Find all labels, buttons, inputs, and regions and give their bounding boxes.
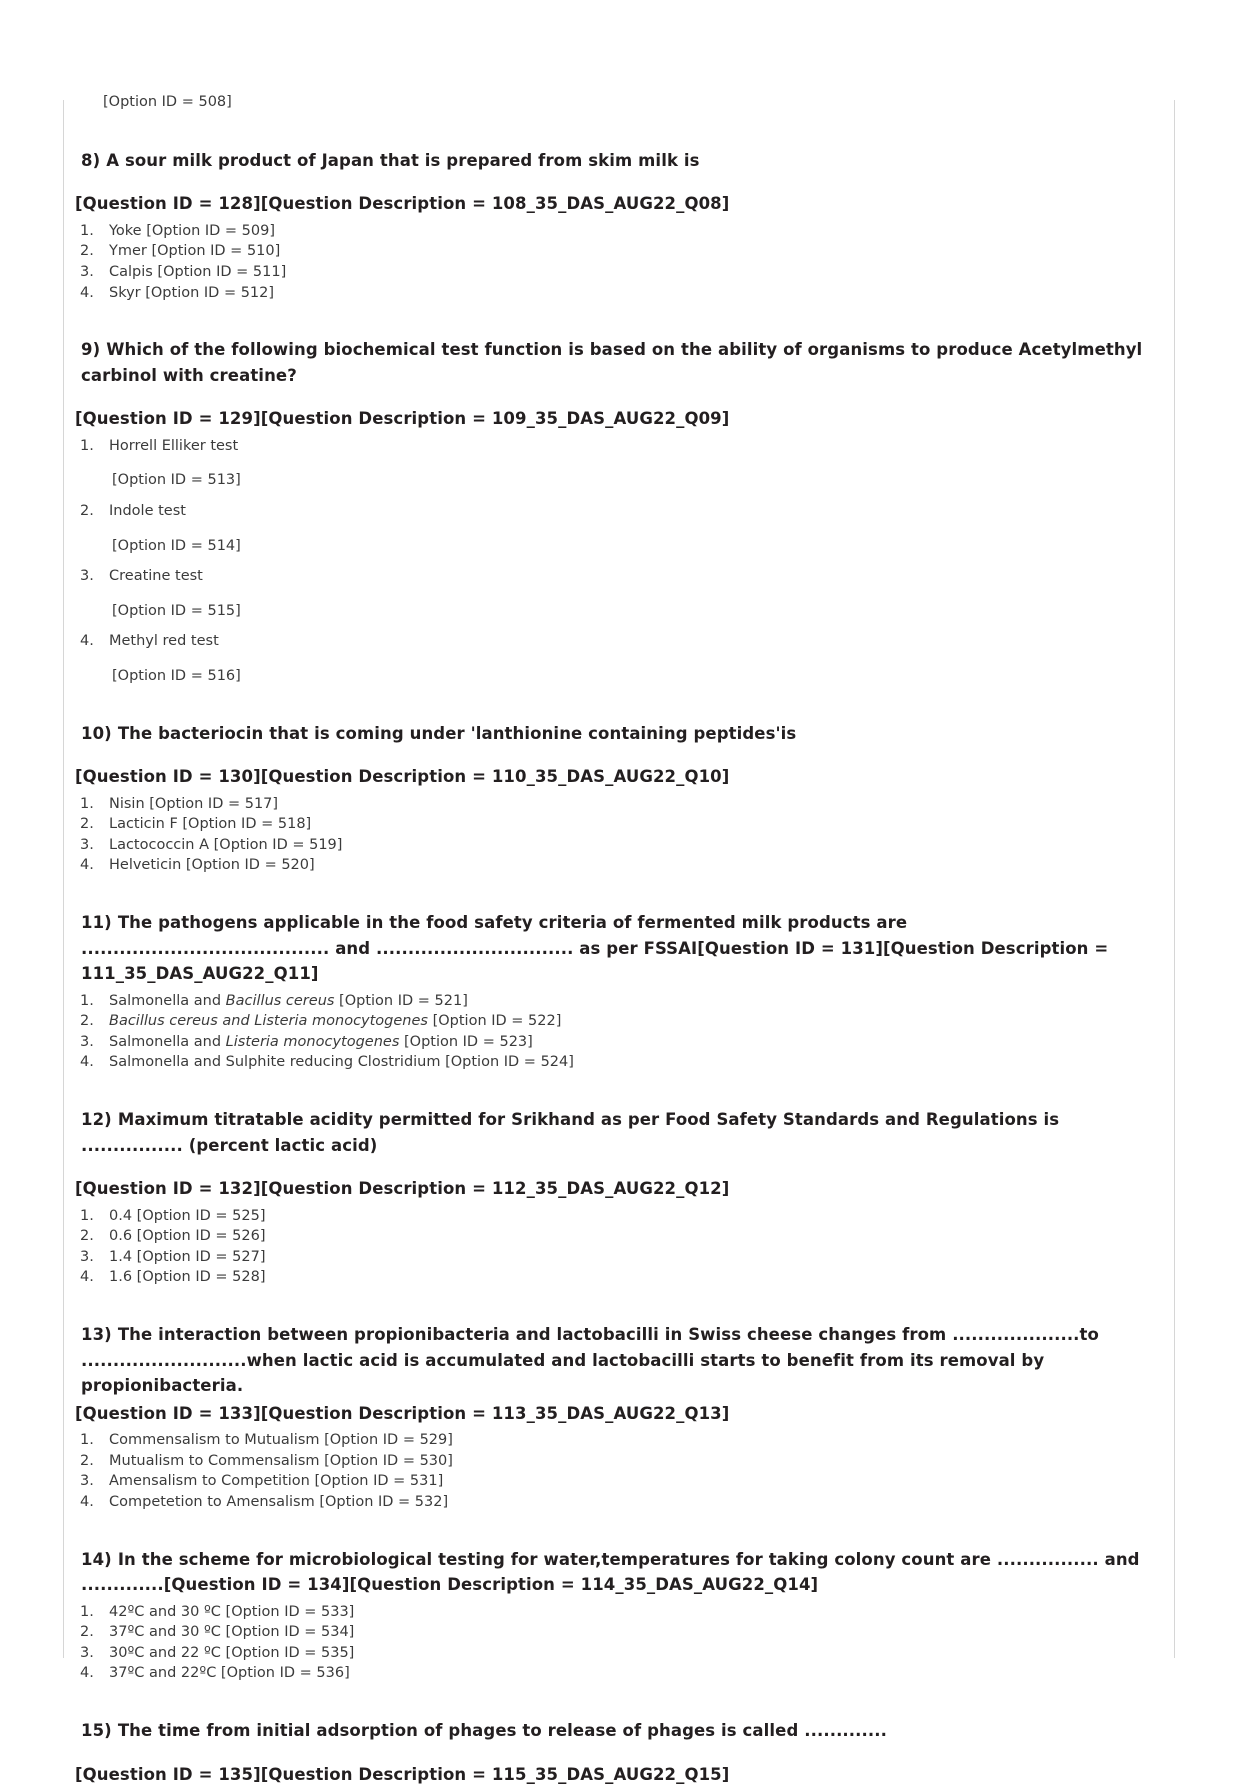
option-text: Commensalism to Mutualism [Option ID = 529] bbox=[109, 1432, 453, 1448]
option-number: 2. bbox=[80, 1451, 104, 1472]
option-item[interactable] bbox=[75, 283, 1153, 304]
option-number: 4. bbox=[80, 283, 104, 304]
option-text: 37ºC and 30 ºC [Option ID = 534] bbox=[109, 1624, 354, 1640]
option-text: Methyl red test bbox=[109, 633, 219, 649]
question-number-13: 13) bbox=[81, 1325, 112, 1344]
option-text: 1.6 [Option ID = 528] bbox=[109, 1269, 265, 1285]
option-number: 1. bbox=[80, 436, 104, 457]
option-number: 1. bbox=[80, 1430, 104, 1451]
option-number: 2. bbox=[80, 241, 104, 262]
question-meta-13: [Question ID = 133][Question Description = 113_35_DAS_AUG22_Q13] bbox=[75, 1401, 1153, 1427]
question-text-9: Which of the following biochemical test function is based on the ability of organisms to produce Acetylmethyl carbinol with creatine? bbox=[81, 340, 1142, 385]
option-text: Amensalism to Competition [Option ID = 531] bbox=[109, 1473, 443, 1489]
option-item[interactable] bbox=[75, 1430, 1153, 1451]
option-text: 1.4 [Option ID = 527] bbox=[109, 1249, 265, 1265]
question-stem-11 bbox=[81, 910, 1153, 987]
question-text-13: The interaction between propionibacteria and lactobacilli in Swiss cheese changes from ....................to ..........................when lactic acid is accumulated and lactobacilli starts to benefit from its removal by propionibacteria. bbox=[81, 1325, 1099, 1395]
option-number: 3. bbox=[80, 1471, 104, 1492]
option-item[interactable] bbox=[75, 1471, 1153, 1492]
option-item[interactable] bbox=[75, 855, 1153, 876]
option-item[interactable] bbox=[75, 1011, 1153, 1032]
option-text: Competetion to Amensalism [Option ID = 532] bbox=[109, 1494, 448, 1510]
option-item[interactable] bbox=[75, 991, 1153, 1012]
option-item[interactable] bbox=[75, 835, 1153, 856]
question-text-15: The time from initial adsorption of phages to release of phages is called ............. bbox=[118, 1721, 887, 1740]
question-block-14 bbox=[75, 1547, 1153, 1684]
option-text: Creatine test bbox=[109, 568, 203, 584]
option-number: 1. bbox=[80, 991, 104, 1012]
option-number: 1. bbox=[80, 221, 104, 242]
option-item[interactable] bbox=[75, 1247, 1153, 1268]
option-item[interactable] bbox=[75, 1226, 1153, 1247]
option-number: 4. bbox=[80, 1052, 104, 1073]
option-text: 0.6 [Option ID = 526] bbox=[109, 1228, 265, 1244]
option-item[interactable] bbox=[75, 1622, 1153, 1643]
question-text-10: The bacteriocin that is coming under 'lanthionine containing peptides'is bbox=[118, 724, 797, 743]
option-number: 4. bbox=[80, 631, 104, 652]
option-item[interactable] bbox=[75, 241, 1153, 262]
option-number: 2. bbox=[80, 1011, 104, 1032]
option-text: Horrell Elliker test bbox=[109, 438, 238, 454]
question-stem-14 bbox=[81, 1547, 1153, 1598]
option-item[interactable] bbox=[75, 1492, 1153, 1513]
option-number: 4. bbox=[80, 855, 104, 876]
question-number-11: 11) bbox=[81, 913, 112, 932]
question-number-12: 12) bbox=[81, 1110, 112, 1129]
option-text: Helveticin [Option ID = 520] bbox=[109, 857, 315, 873]
option-text-post: [Option ID = 522] bbox=[428, 1013, 561, 1029]
option-number: 1. bbox=[80, 1602, 104, 1623]
question-block-10 bbox=[75, 721, 1153, 876]
option-number: 3. bbox=[80, 1643, 104, 1664]
option-id-label: [Option ID = 514] bbox=[109, 536, 1153, 557]
option-number: 2. bbox=[80, 1622, 104, 1643]
option-item[interactable] bbox=[75, 814, 1153, 835]
question-block-11 bbox=[75, 910, 1153, 1073]
option-id-label: [Option ID = 516] bbox=[109, 666, 1153, 687]
options-list-8 bbox=[75, 221, 1153, 303]
option-number: 1. bbox=[80, 794, 104, 815]
option-text: 30ºC and 22 ºC [Option ID = 535] bbox=[109, 1645, 354, 1661]
question-stem-13 bbox=[81, 1322, 1153, 1399]
option-number: 3. bbox=[80, 262, 104, 283]
option-number: 1. bbox=[80, 1206, 104, 1227]
option-text: 37ºC and 22ºC [Option ID = 536] bbox=[109, 1665, 350, 1681]
option-text: Yoke [Option ID = 509] bbox=[109, 223, 275, 239]
option-number: 3. bbox=[80, 1032, 104, 1053]
option-item[interactable] bbox=[75, 1643, 1153, 1664]
option-item[interactable] bbox=[75, 1052, 1153, 1073]
question-text-8: A sour milk product of Japan that is prepared from skim milk is bbox=[106, 151, 699, 170]
options-list-12 bbox=[75, 1206, 1153, 1288]
option-text: Skyr [Option ID = 512] bbox=[109, 285, 274, 301]
question-meta-12: [Question ID = 132][Question Description = 112_35_DAS_AUG22_Q12] bbox=[75, 1176, 1153, 1202]
option-item[interactable] bbox=[75, 1602, 1153, 1623]
option-text-italic: Bacillus cereus bbox=[226, 993, 335, 1009]
question-text-11: The pathogens applicable in the food safety criteria of fermented milk products are ....................................... and ............................... as per FSSAI[Question ID = 131][Question Description = 111_35_DAS_AUG22_Q11] bbox=[81, 913, 1108, 983]
question-stem-12 bbox=[81, 1107, 1153, 1158]
option-item[interactable] bbox=[75, 262, 1153, 283]
question-number-9: 9) bbox=[81, 340, 100, 359]
option-text-pre: Salmonella and bbox=[109, 1034, 226, 1050]
option-item[interactable] bbox=[75, 566, 1153, 621]
option-number: 4. bbox=[80, 1663, 104, 1684]
option-text-italic: Bacillus cereus and Listeria monocytogenes bbox=[109, 1013, 428, 1029]
option-text-post: [Option ID = 521] bbox=[334, 993, 467, 1009]
question-stem-15 bbox=[81, 1718, 1153, 1744]
question-meta-8: [Question ID = 128][Question Description = 108_35_DAS_AUG22_Q08] bbox=[75, 191, 1153, 217]
option-item[interactable] bbox=[75, 436, 1153, 491]
option-item[interactable] bbox=[75, 794, 1153, 815]
question-stem-9 bbox=[81, 337, 1153, 388]
leading-option-id: [Option ID = 508] bbox=[103, 92, 1153, 114]
option-item[interactable] bbox=[75, 1206, 1153, 1227]
option-text: Indole test bbox=[109, 503, 186, 519]
question-block-12 bbox=[75, 1107, 1153, 1288]
option-text: Ymer [Option ID = 510] bbox=[109, 243, 280, 259]
exam-paper-content bbox=[63, 76, 1175, 1787]
option-number: 3. bbox=[80, 835, 104, 856]
option-item[interactable] bbox=[75, 1267, 1153, 1288]
option-id-label: [Option ID = 515] bbox=[109, 601, 1153, 622]
option-number: 2. bbox=[80, 501, 104, 522]
option-item[interactable] bbox=[75, 221, 1153, 242]
option-item[interactable] bbox=[75, 1663, 1153, 1684]
options-list-9 bbox=[75, 436, 1153, 687]
question-text-12: Maximum titratable acidity permitted for Srikhand as per Food Safety Standards and Regulations is ................ (percent lactic acid) bbox=[81, 1110, 1059, 1155]
option-text: 42ºC and 30 ºC [Option ID = 533] bbox=[109, 1604, 354, 1620]
option-text: Nisin [Option ID = 517] bbox=[109, 796, 278, 812]
question-number-15: 15) bbox=[81, 1721, 112, 1740]
question-block-13 bbox=[75, 1322, 1153, 1513]
question-meta-10: [Question ID = 130][Question Description = 110_35_DAS_AUG22_Q10] bbox=[75, 764, 1153, 790]
question-number-10: 10) bbox=[81, 724, 112, 743]
question-text-14: In the scheme for microbiological testing for water,temperatures for taking colony count are ................ and .............[Question ID = 134][Question Description = 114_35_DAS_AUG22_Q14] bbox=[81, 1550, 1140, 1595]
option-text: Calpis [Option ID = 511] bbox=[109, 264, 286, 280]
question-block-8 bbox=[75, 148, 1153, 303]
question-number-8: 8) bbox=[81, 151, 100, 170]
option-item[interactable] bbox=[75, 1451, 1153, 1472]
option-id-label: [Option ID = 513] bbox=[109, 470, 1153, 491]
options-list-10 bbox=[75, 794, 1153, 876]
option-number: 2. bbox=[80, 814, 104, 835]
options-list-11 bbox=[75, 991, 1153, 1073]
option-text-pre: Salmonella and bbox=[109, 993, 226, 1009]
option-item[interactable] bbox=[75, 631, 1153, 686]
question-stem-10 bbox=[81, 721, 1153, 747]
question-block-15 bbox=[75, 1718, 1153, 1787]
option-item[interactable] bbox=[75, 501, 1153, 556]
option-text: Lactococcin A [Option ID = 519] bbox=[109, 837, 342, 853]
question-number-14: 14) bbox=[81, 1550, 112, 1569]
option-number: 3. bbox=[80, 566, 104, 587]
options-list-14 bbox=[75, 1602, 1153, 1684]
question-meta-9: [Question ID = 129][Question Description = 109_35_DAS_AUG22_Q09] bbox=[75, 406, 1153, 432]
option-text: Mutualism to Commensalism [Option ID = 530] bbox=[109, 1453, 453, 1469]
option-number: 4. bbox=[80, 1492, 104, 1513]
option-number: 4. bbox=[80, 1267, 104, 1288]
option-text: 0.4 [Option ID = 525] bbox=[109, 1208, 265, 1224]
question-stem-8 bbox=[81, 148, 1153, 174]
question-meta-15: [Question ID = 135][Question Description = 115_35_DAS_AUG22_Q15] bbox=[75, 1762, 1153, 1787]
option-text-italic: Listeria monocytogenes bbox=[226, 1034, 400, 1050]
option-text-pre: Salmonella and Sulphite reducing Clostridium [Option ID = 524] bbox=[109, 1054, 574, 1070]
options-list-13 bbox=[75, 1430, 1153, 1512]
option-item[interactable] bbox=[75, 1032, 1153, 1053]
option-text-post: [Option ID = 523] bbox=[399, 1034, 532, 1050]
option-number: 3. bbox=[80, 1247, 104, 1268]
option-number: 2. bbox=[80, 1226, 104, 1247]
option-text: Lacticin F [Option ID = 518] bbox=[109, 816, 311, 832]
question-block-9 bbox=[75, 337, 1153, 686]
